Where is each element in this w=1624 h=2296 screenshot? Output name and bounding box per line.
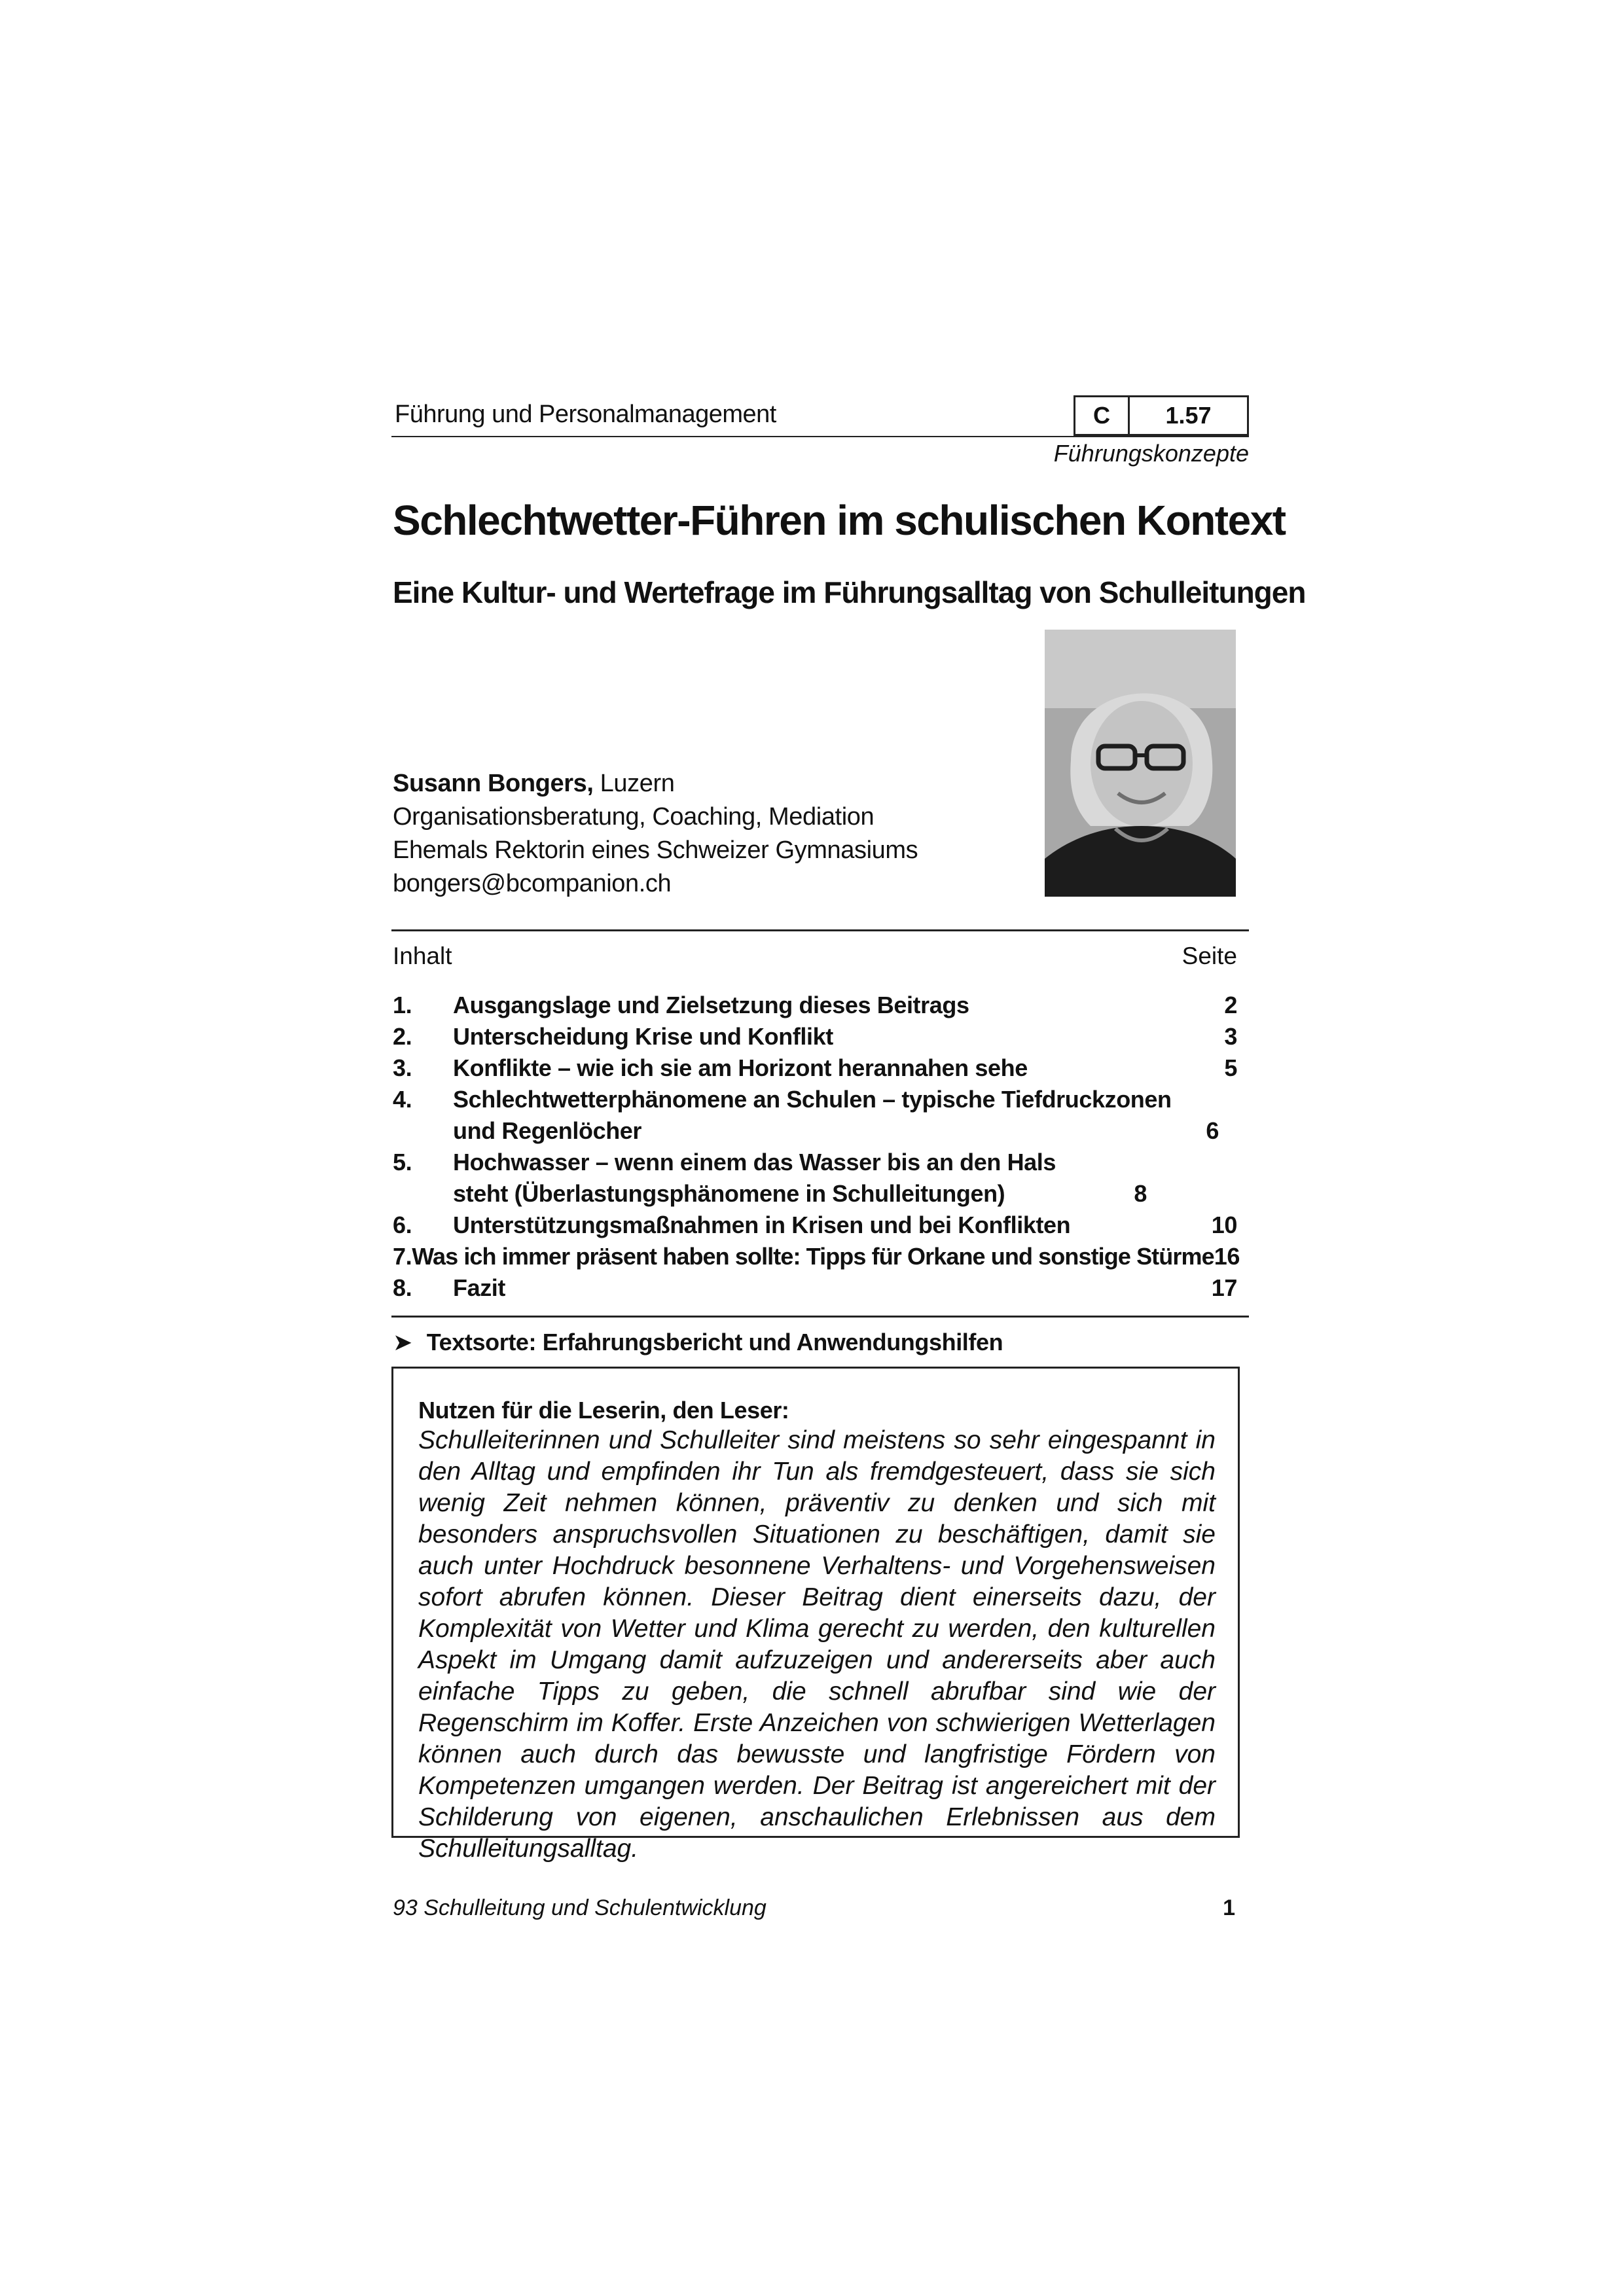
toc-item-page: 2 xyxy=(1224,992,1237,1018)
toc-item[interactable] xyxy=(393,1272,1237,1304)
toc-item[interactable] xyxy=(393,1147,1237,1210)
toc-item-number: 3. xyxy=(393,1054,412,1081)
toc-item-number: 4. xyxy=(393,1086,412,1113)
author-block xyxy=(393,767,918,901)
toc-item[interactable] xyxy=(393,1210,1237,1241)
text-type-line xyxy=(393,1329,1003,1356)
author-city: Luzern xyxy=(593,770,675,797)
toc-item-title: Hochwasser – wenn einem das Wasser bis an den Hals steht (Überlastungsphänomene in Schulleitungen) xyxy=(453,1149,1056,1207)
toc-top-divider xyxy=(391,929,1249,931)
toc-item-title: Konflikte – wie ich sie am Horizont herannahen sehe xyxy=(453,1054,1028,1081)
table-of-contents xyxy=(393,990,1240,1304)
article-code-box xyxy=(1074,395,1249,436)
toc-item-title: Schlechtwetterphänomene an Schulen – typische Tiefdruckzonen und Regenlöcher xyxy=(453,1086,1172,1144)
author-email[interactable]: bongers@bcompanion.ch xyxy=(393,870,672,897)
toc-label: Inhalt xyxy=(393,942,452,969)
page-number: 1 xyxy=(1223,1895,1235,1920)
toc-item-page: 8 xyxy=(1134,1180,1147,1207)
author-photo xyxy=(1045,630,1236,897)
abstract-title: Nutzen für die Leserin, den Leser: xyxy=(418,1397,789,1424)
toc-page-label: Seite xyxy=(1182,942,1237,969)
toc-item-page: 5 xyxy=(1224,1054,1237,1081)
toc-item-title: Ausgangslage und Zielsetzung dieses Beitrags xyxy=(453,992,969,1018)
arrow-right-icon: ➤ xyxy=(393,1329,412,1355)
toc-item-page: 17 xyxy=(1211,1274,1237,1301)
toc-item-title: Unterscheidung Krise und Konflikt xyxy=(453,1023,833,1050)
toc-item[interactable] xyxy=(393,990,1237,1021)
toc-item[interactable] xyxy=(393,1021,1237,1052)
toc-item-title: Unterstützungsmaßnahmen in Krisen und bei Konflikten xyxy=(453,1211,1071,1238)
text-type: Textsorte: Erfahrungsbericht und Anwendungshilfen xyxy=(426,1329,1003,1355)
toc-item[interactable] xyxy=(393,1084,1237,1147)
toc-bottom-divider xyxy=(391,1316,1249,1318)
page-subtitle: Eine Kultur- und Wertefrage im Führungsalltag von Schulleitungen xyxy=(393,575,1306,609)
abstract-box xyxy=(391,1367,1240,1863)
author-name: Susann Bongers, xyxy=(393,770,594,797)
toc-item-number: 5. xyxy=(393,1149,412,1175)
toc-item[interactable] xyxy=(393,1052,1237,1084)
portrait-image xyxy=(1045,630,1236,897)
author-profession: Organisationsberatung, Coaching, Mediation xyxy=(393,803,875,831)
toc-item-page: 16 xyxy=(1214,1243,1240,1270)
header-divider xyxy=(391,436,1249,437)
toc-item-number: 1. xyxy=(393,992,412,1018)
toc-item-number: 8. xyxy=(393,1274,412,1301)
code-letter: C xyxy=(1075,397,1130,434)
toc-item[interactable] xyxy=(393,1241,1240,1272)
toc-item-page: 6 xyxy=(1206,1117,1219,1144)
toc-item-title: Was ich immer präsent haben sollte: Tipps für Orkane und sonstige Stürme xyxy=(412,1243,1214,1270)
toc-item-page: 3 xyxy=(1224,1023,1237,1050)
toc-header xyxy=(393,942,1237,970)
code-number: 1.57 xyxy=(1165,402,1212,429)
toc-item-title: Fazit xyxy=(453,1274,506,1301)
author-name-line xyxy=(393,767,918,800)
footer-publication: 93 Schulleitung und Schulentwicklung xyxy=(393,1895,767,1920)
toc-item-number: 6. xyxy=(393,1211,412,1238)
toc-item-number: 7. xyxy=(393,1243,412,1270)
abstract-text: Schulleiterinnen und Schulleiter sind meistens so sehr eingespannt in den Alltag und empfinden ihr Tun als fremdgesteuert, dass sie sich wenig Zeit nehmen können, präventiv zu denken und sich mit besonders anspruchsvollen Situationen zu beschäftigen, damit sie auch unter Hochdruck besonnene Verhaltens- und Vorgehensweisen sofort abrufen können. Dieser Beitrag dient einerseits dazu, der Komplexität von Wetter und Klima gerecht zu werden, den kulturellen Aspekt im Umgang damit aufzuzeigen und andererseits aber auch einfache Tipps zu geben, die schnell abrufbar sind wie der Regenschirm im Koffer. Erste Anzeichen von schwierigen Wetterlagen können auch durch das bewusste und langfristige Fördern von Kompetenzen umgangen werden. Der Beitrag ist angereichert mit der Schilderung von eigenen, anschaulichen Erlebnissen aus dem Schulleitungsalltag. xyxy=(418,1426,1216,1863)
header-section: Führung und Personalmanagement xyxy=(395,401,776,428)
toc-item-number: 2. xyxy=(393,1023,412,1050)
category-label: Führungskonzepte xyxy=(1053,440,1249,467)
toc-item-page: 10 xyxy=(1211,1211,1237,1238)
author-former-role: Ehemals Rektorin eines Schweizer Gymnasiums xyxy=(393,836,918,864)
page-title: Schlechtwetter-Führen im schulischen Kontext xyxy=(393,497,1286,544)
